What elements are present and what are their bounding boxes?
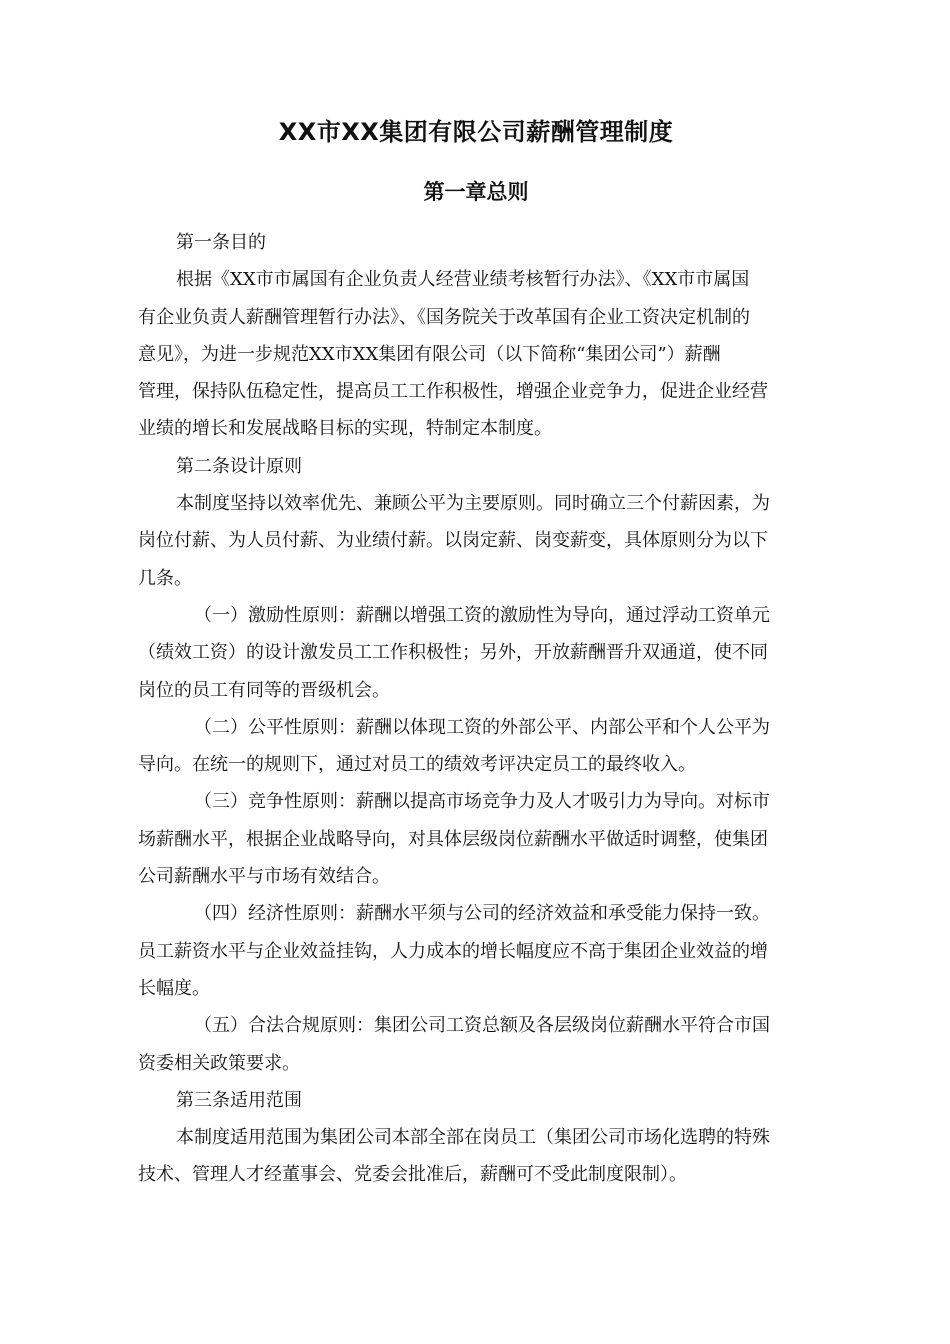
article-1-heading: 第一条目的 [176, 232, 266, 253]
principle-1-paragraph [138, 597, 814, 709]
text-line: 本制度坚持以效率优先、兼顾公平为主要原则。同时确立三个付薪因素，为 [176, 493, 770, 515]
text-line: 技术、管理人才经董事会、党委会批准后，薪酬可不受此制度限制）。 [138, 1164, 687, 1186]
article-1-paragraph [138, 261, 814, 447]
text-line: 场薪酬水平，根据企业战略导向，对具体层级岗位薪酬水平做适时调整，使集团 [138, 828, 768, 850]
text-line: 员工薪资水平与企业效益挂钩，人力成本的增长幅度应不高于集团企业效益的增 [138, 940, 768, 962]
text-line: （一）激励性原则：薪酬以增强工资的激励性为导向，通过浮动工资单元 [194, 604, 770, 626]
principle-2-paragraph [138, 709, 814, 784]
text-line: （四）经济性原则：薪酬水平须与公司的经济效益和承受能力保持一致。 [194, 903, 770, 925]
text-line: 公司薪酬水平与市场有效结合。 [138, 866, 390, 888]
text-line: 有企业负责人薪酬管理暂行办法》、《国务院关于改革国有企业工资决定机制的 [138, 306, 750, 328]
text-line: 岗位的员工有同等的晋级机会。 [138, 679, 390, 701]
text-line: 长幅度。 [138, 977, 210, 999]
text-line: （五）合法合规原则：集团公司工资总额及各层级岗位薪酬水平符合市国 [194, 1015, 770, 1037]
document-title: XX市XX集团有限公司薪酬管理制度 [278, 118, 674, 146]
chapter-title: 第一章总则 [423, 180, 529, 204]
text-line: 根据《XX市市属国有企业负责人经营业绩考核暂行办法》、《XX市市属国 [176, 269, 750, 291]
text-line: 几条。 [138, 567, 192, 589]
text-line: （二）公平性原则：薪酬以体现工资的外部公平、内部公平和个人公平为 [194, 716, 770, 738]
text-line: （三）竞争性原则：薪酬以提高市场竞争力及人才吸引力为导向。对标市 [194, 791, 770, 813]
principle-3-paragraph [138, 783, 814, 895]
text-line: 导向。在统一的规则下，通过对员工的绩效考评决定员工的最终收入。 [138, 754, 696, 776]
document-page [138, 112, 814, 1194]
principle-4-paragraph [138, 895, 814, 1007]
article-2-heading: 第二条设计原则 [176, 455, 302, 477]
text-line: （绩效工资）的设计激发员工工作积极性；另外，开放薪酬晋升双通道，使不同 [138, 642, 768, 664]
article-3-paragraph [138, 1119, 814, 1194]
text-line: 管理，保持队伍稳定性，提高员工工作积极性，增强企业竞争力，促进企业经营 [138, 381, 768, 403]
text-line: 本制度适用范围为集团公司本部全部在岗员工（集团公司市场化选聘的特殊 [176, 1127, 770, 1149]
text-line: 岗位付薪、为人员付薪、为业绩付薪。以岗定薪、岗变薪变，具体原则分为以下 [138, 530, 768, 552]
text-line: 资委相关政策要求。 [138, 1052, 300, 1074]
text-line: 业绩的增长和发展战略目标的实现，特制定本制度。 [138, 418, 552, 440]
article-2-intro-paragraph [138, 485, 814, 597]
principle-5-paragraph [138, 1007, 814, 1082]
text-line: 意见》，为进一步规范XX市XX集团有限公司（以下简称“集团公司”）薪酬 [138, 343, 721, 365]
article-3-heading: 第三条适用范围 [176, 1089, 302, 1111]
